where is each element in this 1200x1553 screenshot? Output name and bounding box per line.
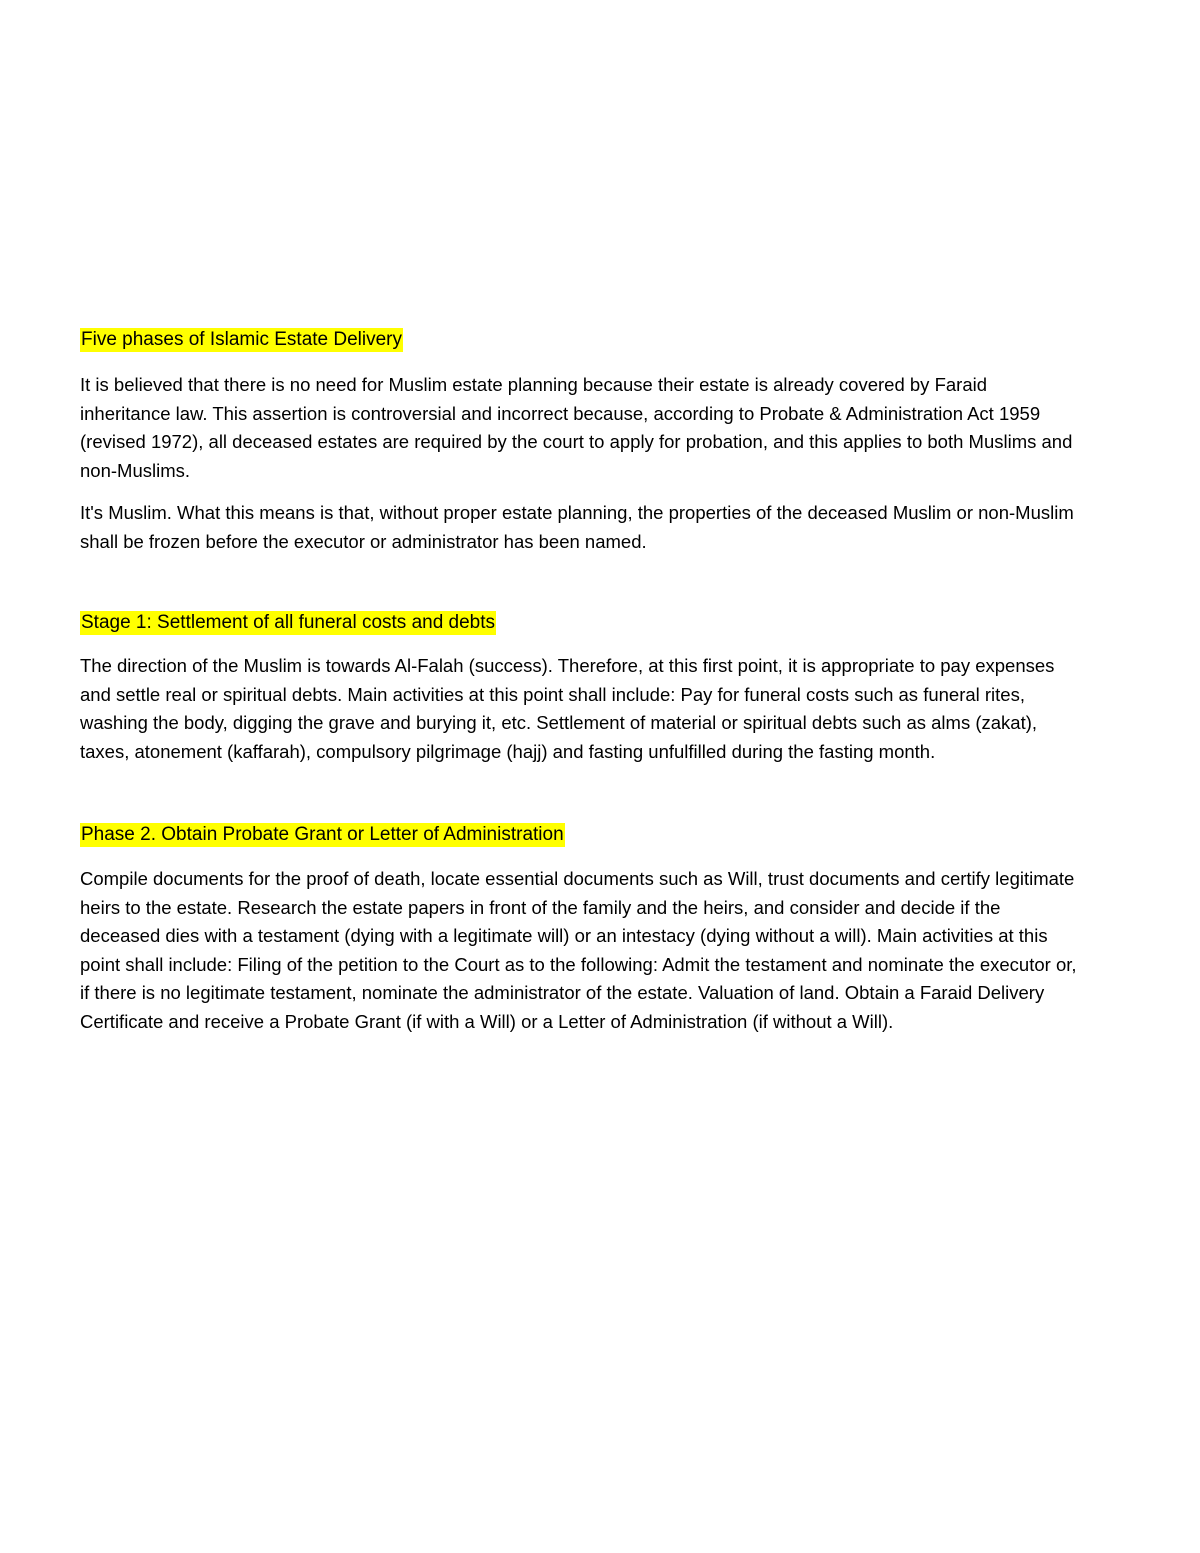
highlighted-heading-text: Stage 1: Settlement of all funeral costs and debts — [81, 612, 496, 633]
intro-paragraph-2: It's Muslim. What this means is that, without proper estate planning, the properties of the deceased Muslim or non-Muslim shall be frozen before the executor or administrator has been named. — [80, 502, 1074, 552]
highlighted-heading-text: Five phases of Islamic Estate Delivery — [81, 329, 403, 350]
document-page — [80, 326, 1080, 1036]
section-heading-intro — [80, 326, 1080, 354]
intro-paragraph-1: It is believed that there is no need for Muslim estate planning because their estate is already covered by Faraid inheritance law. This assertion is controversial and incorrect because, according to Probate & Administration Act 1959 (revised 1972), all deceased estates are required by the court to apply for probation, and this applies to both Muslims and non-Muslims. — [80, 374, 1073, 481]
highlighted-heading-text: Phase 2. Obtain Probate Grant or Letter of Administration — [81, 824, 564, 845]
section-heading-stage1 — [80, 609, 1080, 637]
stage1-paragraph: The direction of the Muslim is towards Al-Falah (success). Therefore, at this first point, it is appropriate to pay expenses and settle real or spiritual debts. Main activities at this point shall include: Pay for funeral costs such as funeral rites, washing the body, digging the grave and burying it, etc. Settlement of material or spiritual debts such as alms (zakat), taxes, atonement (kaffarah), compulsory pilgrimage (hajj) and fasting unfulfilled during the fasting month. — [80, 655, 1055, 762]
section-heading-phase2 — [80, 821, 1080, 849]
phase2-paragraph: Compile documents for the proof of death, locate essential documents such as Will, trust documents and certify legitimate heirs to the estate. Research the estate papers in front of the family and the heirs, and consider and decide if the deceased dies with a testament (dying with a legitimate will) or an intestacy (dying without a will). Main activities at this point shall include: Filing of the petition to the Court as to the following: Admit the testament and nominate the executor or, if there is no legitimate testament, nominate the administrator of the estate. Valuation of land. Obtain a Faraid Delivery Certificate and receive a Probate Grant (if with a Will) or a Letter of Administration (if without a Will). — [80, 868, 1077, 1032]
